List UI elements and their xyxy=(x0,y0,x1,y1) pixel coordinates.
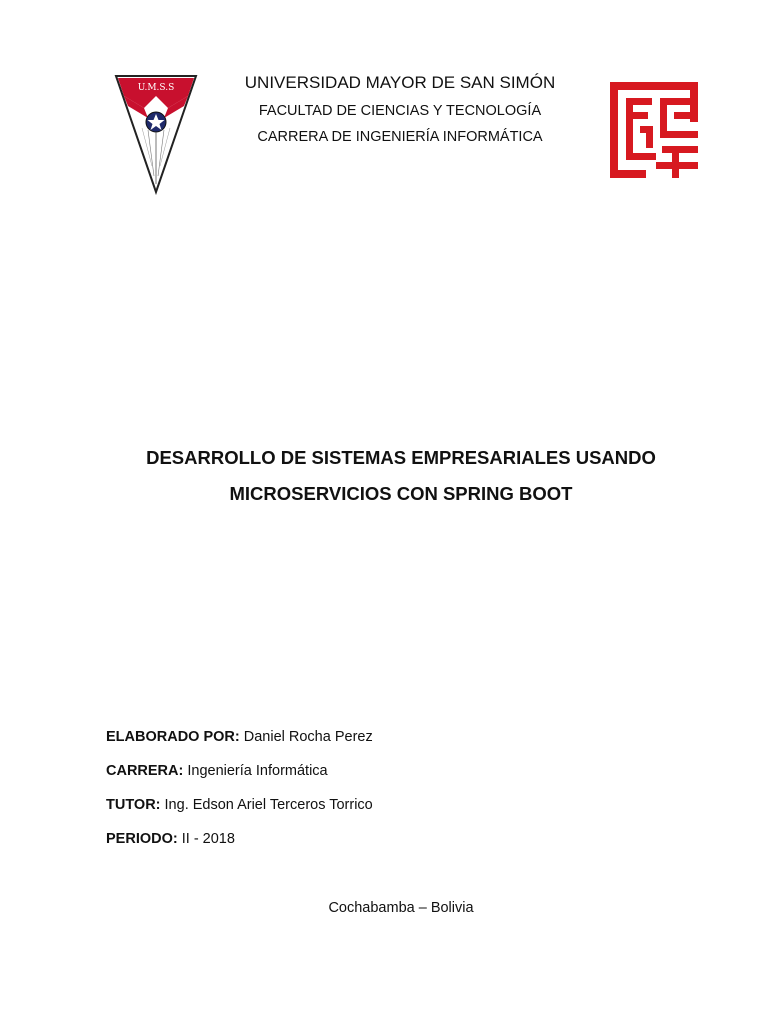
info-label: ELABORADO POR: xyxy=(106,729,244,745)
university-name: UNIVERSIDAD MAYOR DE SAN SIMÓN xyxy=(244,73,556,92)
umss-logo-text: U.M.S.S xyxy=(137,83,175,93)
fcyt-logo-icon xyxy=(610,82,698,178)
city-location: Cochabamba – Bolivia xyxy=(328,900,474,916)
faculty-name: FACULTAD DE CIENCIAS Y TECNOLOGÍA xyxy=(258,103,542,119)
info-value: Ing. Edson Ariel Terceros Torrico xyxy=(164,797,373,813)
career-name: CARRERA DE INGENIERÍA INFORMÁTICA xyxy=(257,129,543,145)
info-label: CARRERA: xyxy=(106,763,188,779)
document-title xyxy=(80,440,722,512)
author-info xyxy=(106,726,666,862)
title-line-2: MICROSERVICIOS CON SPRING BOOT xyxy=(229,483,573,504)
info-row-periodo xyxy=(106,828,666,862)
umss-logo xyxy=(104,66,208,202)
info-row-elaborado xyxy=(106,726,666,760)
info-label: TUTOR: xyxy=(106,797,165,813)
umss-shield-icon xyxy=(104,66,208,202)
info-value: II - 2018 xyxy=(181,831,235,847)
info-value: Daniel Rocha Perez xyxy=(243,729,373,745)
fcyt-logo xyxy=(610,82,698,178)
info-value: Ingeniería Informática xyxy=(187,763,328,779)
info-row-carrera xyxy=(106,760,666,794)
document-header xyxy=(200,72,600,147)
title-line-1: DESARROLLO DE SISTEMAS EMPRESARIALES USANDO xyxy=(146,447,656,468)
info-row-tutor xyxy=(106,794,666,828)
info-label: PERIODO: xyxy=(106,831,182,847)
